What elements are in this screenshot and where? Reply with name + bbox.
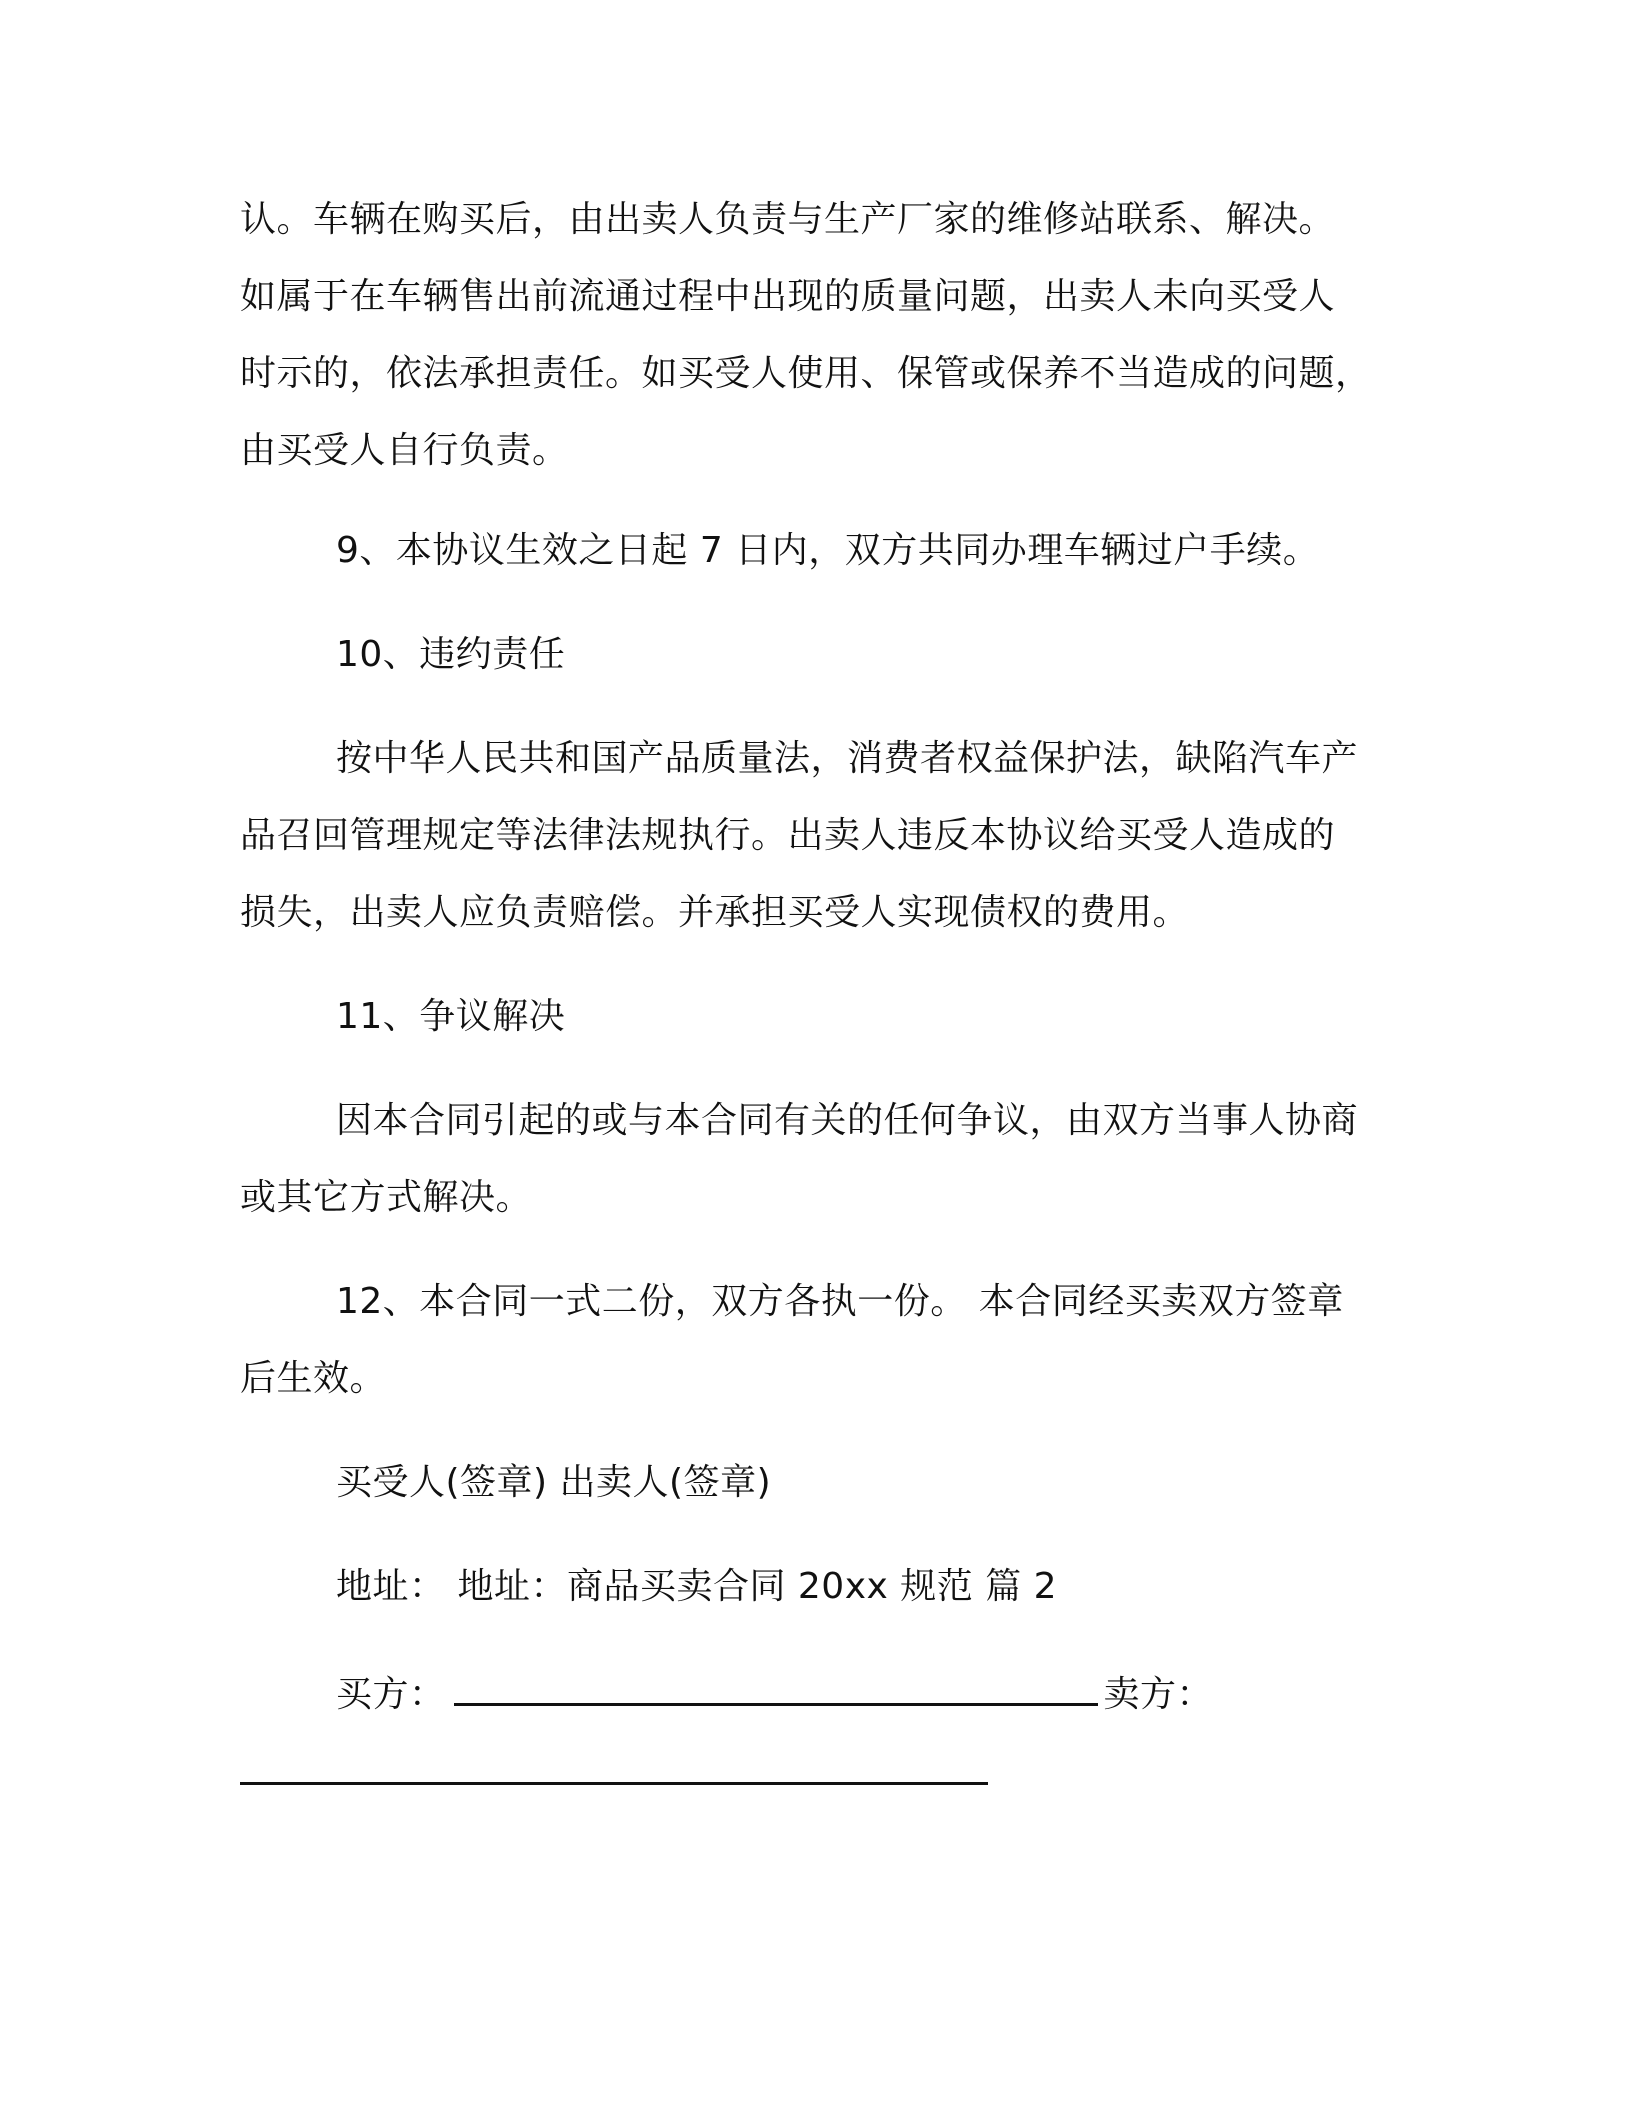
paragraph-line: 按中华人民共和国产品质量法，消费者权益保护法，缺陷汽车产 (336, 738, 1359, 779)
paragraph-line: 品召回管理规定等法律法规执行。出卖人违反本协议给买受人造成的 (240, 815, 1336, 856)
buyer-seller-line (336, 1667, 1213, 1719)
clause-10-heading: 10、违约责任 (336, 634, 566, 675)
seller-blank (240, 1782, 988, 1785)
address-line: 地址： 地址：商品买卖合同 20xx 规范 篇 2 (336, 1566, 1058, 1607)
paragraph-line: 因本合同引起的或与本合同有关的任何争议，由双方当事人协商 (336, 1100, 1359, 1141)
buyer-blank (454, 1667, 1098, 1706)
buyer-label: 买方： (336, 1674, 446, 1715)
paragraph-line: 损失，出卖人应负责赔偿。并承担买受人实现债权的费用。 (240, 892, 1190, 933)
paragraph-line: 或其它方式解决。 (240, 1177, 533, 1218)
paragraph-line: 时示的，依法承担责任。如买受人使用、保管或保养不当造成的问题， (240, 353, 1372, 394)
clause-12: 12、本合同一式二份，双方各执一份。 本合同经买卖双方签章 (336, 1281, 1344, 1322)
paragraph-line: 后生效。 (240, 1358, 387, 1399)
clause-9: 9、本协议生效之日起 7 日内，双方共同办理车辆过户手续。 (336, 530, 1320, 571)
clause-11-heading: 11、争议解决 (336, 996, 566, 1037)
seller-label: 卖方： (1103, 1674, 1214, 1715)
paragraph-line: 如属于在车辆售出前流通过程中出现的质量问题，出卖人未向买受人 (240, 276, 1336, 317)
paragraph-line: 由买受人自行负责。 (240, 430, 569, 471)
signature-line: 买受人(签章) 出卖人(签章) (336, 1462, 772, 1503)
paragraph-line: 认。车辆在购买后，由出卖人负责与生产厂家的维修站联系、解决。 (240, 199, 1336, 240)
